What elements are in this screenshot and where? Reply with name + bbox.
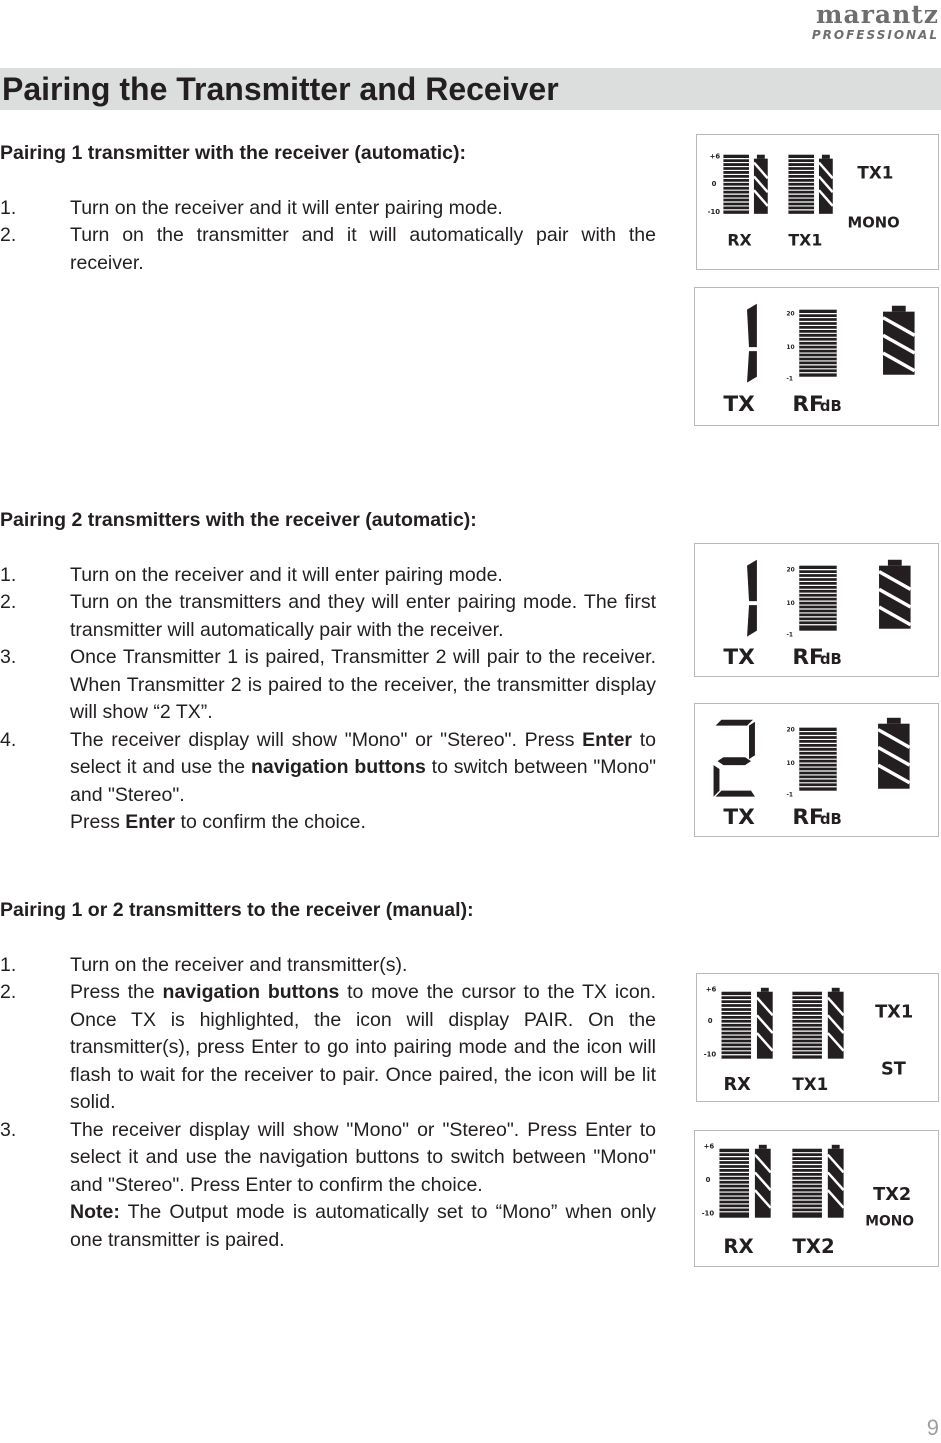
rf-label: RF xyxy=(792,392,824,418)
tx-battery-icon xyxy=(828,988,844,1059)
tx-indicator: TX1 xyxy=(857,162,894,183)
meter-scale-label: 10 xyxy=(786,601,795,608)
step-number: 3. xyxy=(0,646,17,668)
tx-label: TX xyxy=(723,392,755,418)
rx-battery-icon xyxy=(754,155,768,214)
receiver-display-graphic xyxy=(695,1131,938,1266)
battery-icon xyxy=(879,560,911,629)
receiver-display-graphic xyxy=(697,135,938,269)
list-item xyxy=(0,1117,660,1255)
list-item xyxy=(0,222,660,277)
transmitter-display-2 xyxy=(694,703,939,837)
section-pair-one-auto xyxy=(0,140,660,277)
list-item xyxy=(0,952,660,980)
enter-keyword: Enter xyxy=(125,811,176,833)
db-label: dB xyxy=(819,811,842,829)
list-item xyxy=(0,195,660,223)
transmitter-display-graphic xyxy=(695,704,938,836)
step-text: Once Transmitter 1 is paired, Transmitter 2 will pair to the receiver. When Transmitter 2 is paired to the receiver, the transmitter display will show “2 TX”. xyxy=(70,646,656,723)
receiver-display-mono xyxy=(696,134,939,270)
navigation-buttons-keyword: navigation buttons xyxy=(251,756,426,778)
step-number: 3. xyxy=(0,1118,17,1141)
step-text xyxy=(70,979,656,1117)
receiver-display-stereo xyxy=(696,973,939,1102)
list-item xyxy=(0,727,660,837)
step-text: Turn on the receiver and transmitter(s). xyxy=(70,953,408,976)
tx-label: TX1 xyxy=(788,230,823,250)
segment-digit-one xyxy=(696,544,757,637)
step-text: Turn on the receiver and it will enter pairing mode. xyxy=(70,196,503,219)
tx-battery-icon xyxy=(819,155,833,214)
navigation-buttons-keyword: navigation buttons xyxy=(162,981,340,1003)
rx-meter-bars xyxy=(723,155,749,214)
list-item xyxy=(0,562,660,590)
digit-value: 1 xyxy=(695,288,697,289)
tx-meter-bars xyxy=(792,1149,822,1218)
meter-scale-label: 0 xyxy=(705,1176,711,1185)
tx-meter-bars xyxy=(792,992,822,1059)
tx-label: TX1 xyxy=(792,1074,829,1095)
list-item xyxy=(0,644,660,727)
logo-subtitle: PROFESSIONAL xyxy=(811,28,939,42)
step-text: Turn on the transmitter and it will automatically pair with the receiver. xyxy=(70,224,656,274)
meter-scale-label: 20 xyxy=(786,567,795,574)
section-pair-manual xyxy=(0,897,660,1254)
step-number: 4. xyxy=(0,728,17,751)
transmitter-display-graphic xyxy=(695,544,938,676)
output-mode-label: ST xyxy=(881,1059,906,1080)
meter-scale-label: 0 xyxy=(711,180,717,189)
transmitter-display-1-second xyxy=(694,543,939,677)
rx-meter-bars xyxy=(722,992,752,1059)
tx-label: TX xyxy=(723,805,755,831)
note-label: Note: xyxy=(70,1201,120,1223)
rx-meter-bars xyxy=(719,1149,749,1218)
meter-scale-label: 20 xyxy=(786,727,795,734)
step-text-part: to confirm the choice. xyxy=(175,811,366,833)
meter-scale-label: -10 xyxy=(707,207,721,216)
step-text xyxy=(70,1117,656,1255)
logo-wordmark: marantz xyxy=(816,0,939,29)
step-text-part: to move the cursor to the TX icon. Once TX is highlighted, the icon will display PAIR. On the transmitter(s), press Enter to go into pairing mode and the icon will flash to wait for the receiver to pair. Once paired, the icon will be lit solid. xyxy=(70,981,657,1113)
output-mode-label: MONO xyxy=(865,1213,914,1230)
digit-value: 1 xyxy=(695,544,697,545)
step-text-part: The receiver display will show "Mono" or "Stereo". Press xyxy=(70,728,583,751)
tx-meter-bars xyxy=(788,155,814,214)
meter-scale-label: -10 xyxy=(701,1209,715,1218)
rf-meter-bars xyxy=(799,728,836,791)
list-item xyxy=(0,589,660,644)
step-number: 2. xyxy=(0,981,17,1003)
meter-scale-label: +6 xyxy=(703,1142,715,1151)
db-label: dB xyxy=(819,651,842,669)
step-text-part: to select it and use the xyxy=(70,728,656,778)
rx-battery-icon xyxy=(755,1145,771,1218)
transmitter-display-1 xyxy=(694,287,939,426)
step-number: 1. xyxy=(0,953,17,976)
step-number: 1. xyxy=(0,196,17,219)
rf-label: RF xyxy=(792,805,824,831)
receiver-display-tx2-mono xyxy=(694,1130,939,1267)
tx-indicator: TX1 xyxy=(875,1002,914,1023)
note-text: The Output mode is automatically set to “Mono” when only one transmitter is paired. xyxy=(70,1201,656,1251)
receiver-display-graphic xyxy=(697,974,938,1101)
step-text xyxy=(70,727,656,837)
section-heading: Pairing 1 transmitter with the receiver (automatic): xyxy=(0,142,466,164)
step-number: 1. xyxy=(0,563,17,586)
rf-label: RF xyxy=(792,645,824,671)
meter-scale-label: -1 xyxy=(786,376,794,383)
step-text-part: to switch between "Mono" and "Stereo". xyxy=(70,756,657,806)
page-number: 9 xyxy=(926,1415,939,1440)
rx-label: RX xyxy=(723,1075,751,1096)
step-text-part: Press xyxy=(70,811,126,833)
step-text: Turn on the transmitters and they will enter pairing mode. The first transmitter will automatically pair with the receiver. xyxy=(70,591,656,641)
rf-meter-bars xyxy=(799,566,836,631)
section-heading: Pairing 1 or 2 transmitters to the receiver (manual): xyxy=(0,899,474,921)
meter-scale-label: -1 xyxy=(786,632,794,639)
step-text-part: Press the xyxy=(70,981,163,1003)
enter-keyword: Enter xyxy=(582,728,633,751)
output-mode-label: MONO xyxy=(847,214,900,232)
step-number: 2. xyxy=(0,224,17,246)
rf-meter-bars xyxy=(799,310,836,377)
rx-label: RX xyxy=(723,1235,754,1259)
meter-scale-label: 20 xyxy=(786,311,795,318)
marantz-logo xyxy=(812,2,939,42)
title-bar xyxy=(0,68,941,110)
meter-scale-label: 10 xyxy=(786,345,795,352)
battery-icon xyxy=(883,306,915,375)
meter-scale-label: -10 xyxy=(703,1050,717,1059)
meter-scale-label: -1 xyxy=(786,792,794,799)
digit-value: 2 xyxy=(695,704,697,705)
tx-label: TX xyxy=(723,645,755,671)
segment-digit-two xyxy=(696,704,755,797)
meter-scale-label: +6 xyxy=(705,985,717,994)
meter-scale-label: 10 xyxy=(786,761,795,768)
battery-icon xyxy=(878,718,910,789)
rx-label: RX xyxy=(727,230,752,250)
segment-digit-one xyxy=(696,288,757,383)
step-text-part: The receiver display will show "Mono" or "Stereo". Press Enter to select it and use the navigation buttons to switch between "Mono" and "Stereo". Press Enter to confirm the choice. xyxy=(70,1118,656,1196)
step-number: 2. xyxy=(0,591,17,613)
section-pair-two-auto xyxy=(0,507,660,837)
list-item xyxy=(0,979,660,1117)
tx-label: TX2 xyxy=(792,1235,835,1259)
step-text: Turn on the receiver and it will enter pairing mode. xyxy=(70,563,503,586)
transmitter-display-graphic xyxy=(695,288,938,425)
db-label: dB xyxy=(819,398,842,416)
rx-battery-icon xyxy=(757,988,773,1059)
page-title: Pairing the Transmitter and Receiver xyxy=(2,71,559,107)
section-heading: Pairing 2 transmitters with the receiver (automatic): xyxy=(0,509,477,531)
tx-indicator: TX2 xyxy=(873,1184,912,1205)
meter-scale-label: +6 xyxy=(709,152,721,161)
tx-battery-icon xyxy=(828,1145,844,1218)
meter-scale-label: 0 xyxy=(707,1017,713,1026)
